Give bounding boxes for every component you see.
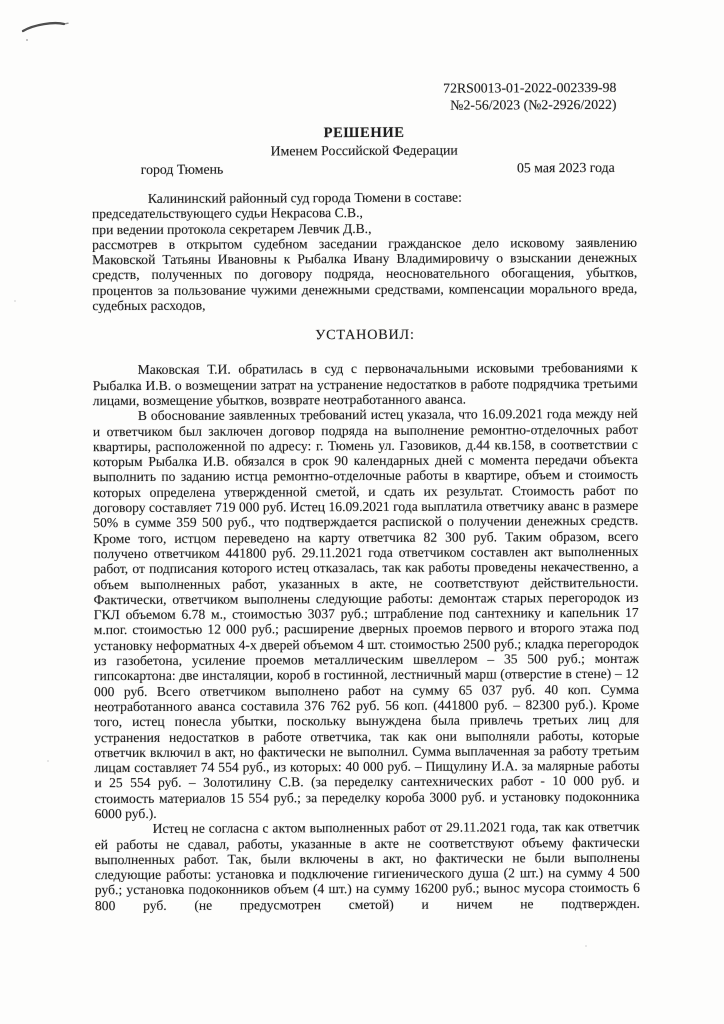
court-intro-line-2: председательствующего судьи Некрасова С.В., [91, 205, 363, 222]
case-numbers-block [91, 79, 636, 115]
case-number-secondary: №2-56/2023 (№2-2926/2022) [450, 96, 617, 113]
body-paragraph-3: Истец не согласна с актом выполненных работ от 29.11.2021 года, так как ответчик ей работы не сдавал, работы, указанные в акте не соответствуют объему фактически выполненных работ. Так, были включены в акт, но фактически не были выполнены следующие работы: установка и подключение гигиенического душа (2 шт.) на сумму 4 500 руб.; установка подоконников объем (4 шт.) на сумму 16200 руб.; вынос мусора стоимость 6 800 руб. (не предусмотрен сметой) и ничем не подтвержден. [94, 819, 640, 913]
body-paragraph-1: Маковская Т.И. обратилась в суд с первоначальными исковыми требованиями к Рыбалка И.В. о возмещении затрат на устранение недостатков в работе подрядчика третьими лицами, возмещение убытков, возврате неотработанного аванса. [92, 360, 638, 409]
section-heading-ustanovil: УСТАНОВИЛ: [315, 327, 415, 344]
court-intro-line-4: рассмотрев в открытом судебном заседании гражданское дело исковому заявлению Маковской Татьяны Ивановны к Рыбалка Ивану Владимировичу о взыскании денежных средств, полученных по договору подряда, неосновательного обогащения, убытков, процентов за пользование чужими денежными средствами, компенсации морального вреда, судебных расходов, [92, 234, 638, 314]
city-label: город Тюмень [140, 161, 224, 177]
court-intro-line-1: Калининский районный суд города Тюмени в составе: [147, 189, 462, 206]
decision-date: 05 мая 2023 года [516, 159, 615, 176]
decision-body [93, 360, 640, 913]
case-number-primary: 72RS0013-01-2022-002339-98 [443, 79, 617, 96]
body-paragraph-2: В обоснование заявленных требований истец указала, что 16.09.2021 года между ней и ответчиком был заключен договор подряда на выполнение ремонтно-отделочных работ квартиры, расположенной по адресу: г. Тюмень ул. Газовиков, д.44 кв.158, в соответствии с которым Рыбалка И.В. обязался в срок 90 календарных дней с момента передачи объекта выполнить по заданию истца ремонтно-отделочные работы в квартире, объем и стоимость которых определена утвержденной сметой, и сдать их результат. Стоимость работ по договору составляет 719 000 руб. Истец 16.09.2021 года выплатила ответчику аванс в размере 50% в сумме 359 500 руб., что подтверждается распиской о получении денежных средств. Кроме того, истцом переведено на карту ответчика 82 300 руб. Таким образом, всего получено ответчиком 441800 руб. 29.11.2021 года ответчиком составлен акт выполненных работ, от подписания которого истец отказалась, так как работы проведены некачественно, а объем выполненных работ, указанных в акте, не соответствуют действительности. Фактически, ответчиком выполнены следующие работы: демонтаж старых перегородок из ГКЛ объемом 6.78 м., стоимостью 3037 руб.; штрабление под сантехнику и капельник 17 м.пог. стоимостью 12 000 руб.; расширение дверных проемов первого и второго этажа под установку неформатных 4-х дверей объемом 4 шт. стоимостью 2500 руб.; кладка перегородок из газобетона, усиление проемов металлическим швеллером – 35 500 руб.; монтаж гипсокартона: две инсталяции, короб в гостинной, лестничный марш (отверстие в стене) – 12 000 руб. Всего ответчиком выполнено работ на сумму 65 037 руб. 40 коп. Сумма неотработанного аванса составила 376 762 руб. 56 коп. (441800 руб. – 82300 руб.). Кроме того, истец понесла убытки, поскольку вынуждена была привлечь третьих лиц для устранения недостатков в работе ответчика, так как они выполняли работы, которые ответчик включил в акт, но фактически не выполнил. Сумма выплаченная за работу третьим лицам составляет 74 554 руб., из которых: 40 000 руб. – Пищулину И.А. за малярные работы и 25 554 руб. – Золотилину С.В. (за переделку сантехнических работ - 10 000 руб. и стоимость материалов 15 554 руб.; за переделку короба 3000 руб. и установку подоконника 6000 руб.). [92, 406, 640, 822]
court-intro-line-3: при ведении протокола секретарем Левчик Д.В., [91, 220, 372, 237]
city-date-row [92, 159, 637, 178]
court-intro-block [92, 189, 638, 314]
scan-speck [585, 945, 587, 947]
decision-title: РЕШЕНИЕ [323, 124, 405, 142]
title-block [92, 124, 637, 160]
decision-subtitle: Именем Российской Федерации [270, 142, 458, 159]
